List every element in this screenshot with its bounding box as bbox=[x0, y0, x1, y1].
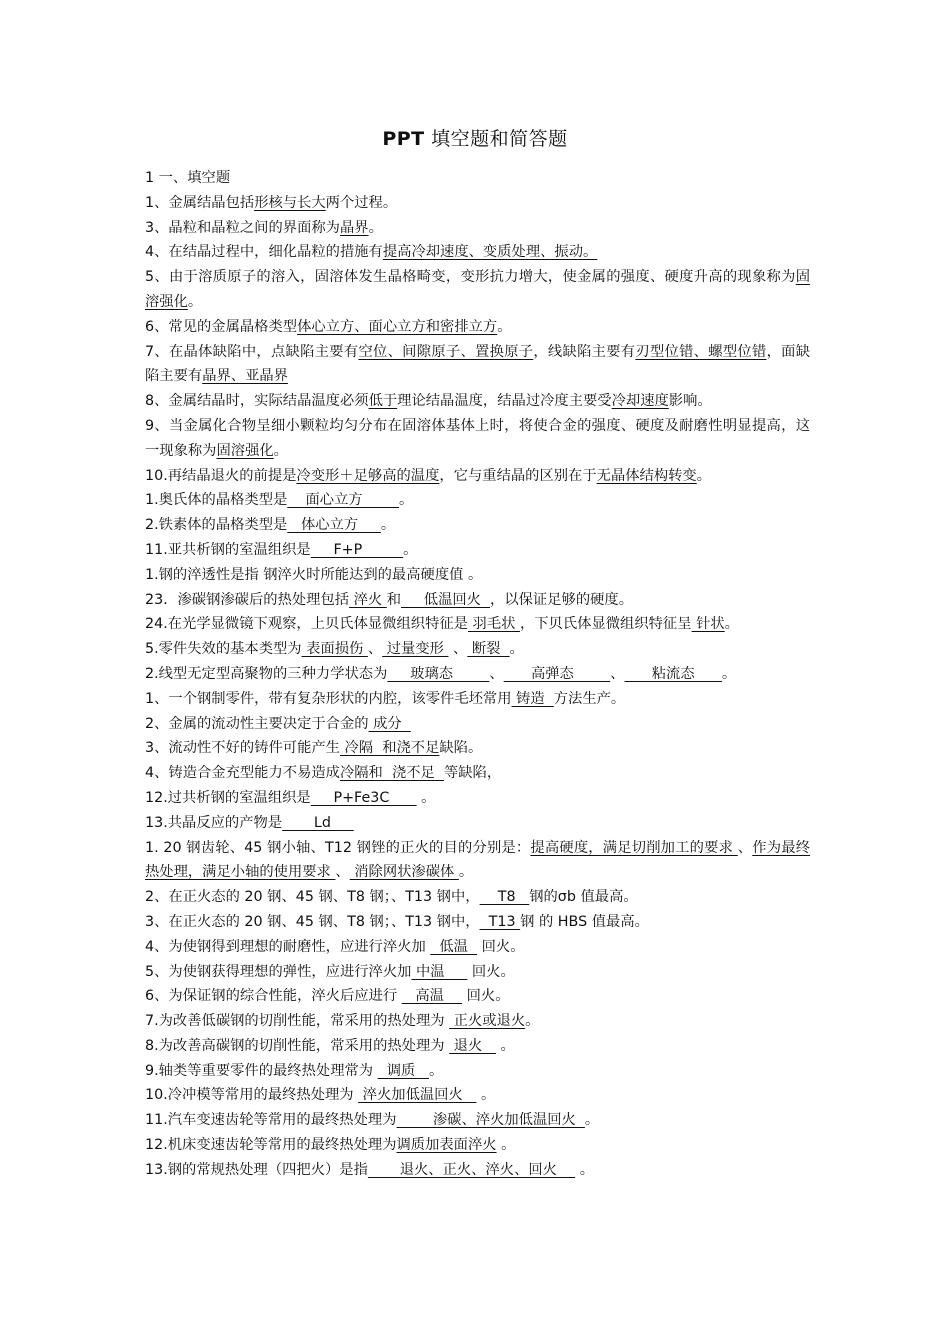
line-text: 10.再结晶退火的前提是 bbox=[145, 467, 297, 484]
text-line bbox=[145, 637, 810, 662]
line-text: 两个过程。 bbox=[325, 194, 398, 211]
answer-blank: 淬火 bbox=[349, 591, 387, 608]
answer-blank: 淬火加低温回火 bbox=[358, 1087, 477, 1104]
line-text: 方法生产。 bbox=[553, 690, 626, 707]
line-text: 。 bbox=[525, 1013, 540, 1030]
answer-blank: 作为最终热处理，满足小轴的使用要求 bbox=[145, 839, 811, 881]
line-text: 和 bbox=[386, 591, 402, 608]
line-text: 5、由于溶质原子的溶入，固溶体发生晶格畸变，变形抗力增大，使金属的强度、硬度升高的现象称为 bbox=[145, 269, 796, 286]
line-text: 1、一个钢制零件，带有复杂形状的内腔，该零件毛坯常用 bbox=[145, 690, 512, 707]
answer-blank: 面心立方 bbox=[287, 492, 400, 509]
answer-blank: 体心立方、面心立方和密排立方 bbox=[297, 318, 498, 335]
line-text: 3、晶粒和晶粒之间的界面称为 bbox=[145, 219, 340, 236]
text-line bbox=[145, 588, 810, 613]
line-text: 9、当金属化合物呈细小颗粒均匀分布在固溶体基体上时，将使合金的强度、硬度及耐磨性明显提高，这一现象称为 bbox=[145, 417, 810, 459]
line-text: 23．渗碳钢渗碳后的热处理包括 bbox=[145, 591, 350, 608]
answer-blank: 正火或退火 bbox=[449, 1013, 526, 1030]
line-text: 3、流动性不好的铸件可能产生 bbox=[145, 740, 340, 757]
text-line bbox=[145, 1034, 810, 1059]
document-body bbox=[145, 166, 810, 1183]
answer-blank: 冷隔 和浇不足 bbox=[339, 740, 440, 757]
answer-blank: 表面损伤 bbox=[301, 641, 368, 658]
answer-blank: Ld bbox=[282, 814, 354, 831]
page-title bbox=[0, 124, 950, 151]
line-text: 回火。 bbox=[467, 963, 515, 980]
text-line bbox=[145, 935, 810, 960]
answer-blank: 断裂 bbox=[467, 641, 510, 658]
line-text: 24.在光学显微镜下观察，上贝氏体显微组织特征是 bbox=[145, 616, 468, 633]
answer-blank: 消除网状渗碳体 bbox=[349, 864, 459, 881]
text-line bbox=[145, 488, 810, 513]
answer-blank: P+Fe3C bbox=[310, 789, 417, 806]
answer-blank: 羽毛状 bbox=[467, 616, 520, 633]
title-text: 填空题和简答题 bbox=[424, 128, 568, 150]
text-line bbox=[145, 340, 810, 390]
text-line bbox=[145, 315, 810, 340]
text-line bbox=[145, 761, 810, 786]
answer-blank: 冷却速度 bbox=[611, 393, 669, 410]
answer-blank: 空位、间隙原子、置换原子 bbox=[358, 343, 534, 360]
line-text: 2、金属的流动性主要决定于合金的 bbox=[145, 715, 369, 732]
line-text: 。 bbox=[575, 1161, 595, 1178]
line-text: 。 bbox=[696, 467, 712, 484]
answer-blank: 铸造 bbox=[511, 690, 554, 707]
title-bold: PPT bbox=[382, 128, 425, 150]
line-text: 4、铸造合金充型能力不易造成 bbox=[145, 765, 340, 782]
text-line bbox=[145, 612, 810, 637]
line-text: 4、为使钢得到理想的耐磨性，应进行淬火加 bbox=[145, 938, 431, 955]
text-line bbox=[145, 1108, 810, 1133]
line-text: 、 bbox=[448, 641, 468, 658]
line-text: 、 bbox=[367, 641, 383, 658]
answer-blank: 退火 bbox=[449, 1037, 496, 1054]
line-text: 、 bbox=[489, 665, 504, 682]
line-text: 。 bbox=[721, 665, 737, 682]
text-line bbox=[145, 836, 810, 886]
line-text: 钢的σb 值最高。 bbox=[529, 889, 638, 906]
line-text: 、 bbox=[335, 864, 350, 881]
line-text: ，它与重结晶的区别在于 bbox=[439, 467, 597, 484]
line-text: 。 bbox=[403, 541, 418, 558]
line-text: 6、常见的金属晶格类型 bbox=[145, 318, 298, 335]
answer-blank: 成分 bbox=[368, 715, 411, 732]
line-text: 12.机床变速齿轮等常用的最终热处理为 bbox=[145, 1137, 397, 1154]
answer-blank: 体心立方 bbox=[287, 517, 381, 534]
line-text: 5、为使钢获得理想的弹性，应进行淬火加 bbox=[145, 963, 412, 980]
answer-blank: 固溶强化 bbox=[216, 442, 274, 459]
text-line bbox=[145, 1083, 810, 1108]
line-text: 13.钢的常规热处理（四把火）是指 bbox=[145, 1161, 368, 1178]
answer-blank: 无晶体结构转变 bbox=[596, 467, 697, 484]
text-line bbox=[145, 960, 810, 985]
line-text: 。 bbox=[380, 517, 396, 534]
text-line bbox=[145, 1009, 810, 1034]
line-text: 1. 20 钢齿轮、45 钢小轴、T12 钢锉的正火的目的分别是： bbox=[145, 839, 531, 856]
line-text: 、 bbox=[610, 665, 625, 682]
line-text: 。 bbox=[495, 1037, 515, 1054]
answer-blank: 退火、正火、淬火、回火 bbox=[367, 1161, 576, 1178]
line-text: 8、金属结晶时，实际结晶温度必须 bbox=[145, 393, 369, 410]
line-text: 。 bbox=[497, 318, 512, 335]
line-text: 理论结晶温度，结晶过冷度主要受 bbox=[397, 393, 612, 410]
line-text: 回火。 bbox=[462, 988, 510, 1005]
answer-blank: 冷变形＋足够高的温度 bbox=[296, 467, 440, 484]
line-text: 7.为改善低碳钢的切削性能，常采用的热处理为 bbox=[145, 1013, 450, 1030]
line-text: 8.为改善高碳钢的切削性能，常采用的热处理为 bbox=[145, 1037, 450, 1054]
line-text: 3、在正火态的 20 钢、45 钢、T8 钢；、T13 钢中， bbox=[145, 913, 480, 930]
line-text: 。 bbox=[476, 1087, 496, 1104]
answer-blank: 过量变形 bbox=[382, 641, 449, 658]
line-text: 。 bbox=[584, 1112, 600, 1129]
line-text: 10.冷冲模等常用的最终热处理为 bbox=[145, 1087, 359, 1104]
line-text: 1 一、填空题 bbox=[145, 170, 231, 186]
line-text: 。 bbox=[399, 492, 414, 509]
line-text: 2、在正火态的 20 钢、45 钢、T8 钢；、T13 钢中， bbox=[145, 889, 480, 906]
answer-blank: 针状 bbox=[691, 616, 725, 633]
line-text: 影响。 bbox=[668, 393, 712, 410]
answer-blank: 晶界 bbox=[339, 219, 369, 236]
text-line bbox=[145, 662, 810, 687]
line-text: 。 bbox=[458, 864, 474, 881]
line-text: 。 bbox=[416, 789, 436, 806]
answer-blank: 调质 bbox=[377, 1062, 429, 1079]
line-text: ，以保证足够的硬度。 bbox=[490, 591, 634, 608]
text-line bbox=[145, 984, 810, 1009]
answer-blank: 低温 bbox=[430, 938, 478, 955]
text-line bbox=[145, 811, 810, 836]
line-text: ，下贝氏体显微组织特征呈 bbox=[519, 616, 692, 633]
line-text: 。 bbox=[428, 1062, 444, 1079]
line-text: 。 bbox=[496, 1137, 516, 1154]
answer-blank: 低温回火 bbox=[401, 591, 491, 608]
text-line bbox=[145, 265, 810, 315]
line-text: 回火。 bbox=[477, 938, 525, 955]
text-line bbox=[145, 464, 810, 489]
answer-blank: 提高硬度，满足切削加工的要求 bbox=[530, 839, 738, 856]
line-text: 。 bbox=[724, 616, 739, 633]
text-line bbox=[145, 786, 810, 811]
line-text: 13.共晶反应的产物是 bbox=[145, 814, 283, 831]
text-line bbox=[145, 1059, 810, 1084]
answer-blank: 提高冷却速度、变质处理、振动。 bbox=[382, 244, 598, 261]
text-line bbox=[145, 513, 810, 538]
line-text: 11.汽车变速齿轮等常用的最终热处理为 bbox=[145, 1112, 397, 1129]
answer-blank: T13 bbox=[479, 913, 521, 930]
text-line bbox=[145, 389, 810, 414]
text-line bbox=[145, 166, 810, 191]
answer-blank: F+P bbox=[310, 541, 404, 558]
text-line bbox=[145, 240, 810, 265]
line-text: 2.线型无定型高聚物的三种力学状态为 bbox=[145, 665, 388, 682]
line-text: 钢 的 HBS 值最高。 bbox=[520, 913, 649, 930]
line-text: 11.亚共析钢的室温组织是 bbox=[145, 541, 311, 558]
answer-blank: T8 bbox=[479, 889, 530, 906]
text-line bbox=[145, 1158, 810, 1183]
text-line bbox=[145, 687, 810, 712]
line-text: ，线缺陷主要有 bbox=[533, 343, 636, 360]
line-text: ，面缺陷主要有 bbox=[145, 343, 811, 385]
line-text: 6、为保证钢的综合性能，淬火后应进行 bbox=[145, 988, 402, 1005]
line-text: 9.轴类等重要零件的最终热处理常为 bbox=[145, 1062, 378, 1079]
line-text: 等缺陷， bbox=[443, 765, 502, 782]
text-line bbox=[145, 191, 810, 216]
answer-blank: 冷隔和 浇不足 bbox=[339, 765, 444, 782]
text-line bbox=[145, 1133, 810, 1158]
answer-blank: 玻璃态 bbox=[387, 665, 490, 682]
line-text: 。 bbox=[273, 442, 288, 459]
answer-blank: 粘流态 bbox=[624, 665, 722, 682]
text-line bbox=[145, 736, 810, 761]
line-text: 12.过共析钢的室温组织是 bbox=[145, 789, 311, 806]
text-line bbox=[145, 910, 810, 935]
line-text: 。 bbox=[368, 219, 383, 236]
line-text: 1.奥氏体的晶格类型是 bbox=[145, 492, 288, 509]
answer-blank: 高弹态 bbox=[503, 665, 611, 682]
answer-blank: 高温 bbox=[401, 988, 463, 1005]
line-text: 。 bbox=[187, 293, 203, 310]
line-text: 2.铁素体的晶格类型是 bbox=[145, 517, 288, 534]
answer-blank: 渗碳、淬火加低温回火 bbox=[396, 1112, 585, 1129]
line-text: 。 bbox=[509, 641, 524, 658]
answer-blank: 调质加表面淬火 bbox=[396, 1137, 497, 1154]
line-text: 1、金属结晶包括 bbox=[145, 194, 255, 211]
text-line bbox=[145, 712, 810, 737]
line-text: 、 bbox=[737, 839, 753, 856]
line-text: 5.零件失效的基本类型为 bbox=[145, 641, 302, 658]
text-line bbox=[145, 216, 810, 241]
line-text: 缺陷。 bbox=[439, 740, 483, 757]
text-line bbox=[145, 414, 810, 464]
answer-blank: 刃型位错、螺型位错 bbox=[635, 343, 767, 360]
answer-blank: 固溶强化 bbox=[145, 269, 810, 310]
answer-blank: 低于 bbox=[368, 393, 398, 410]
answer-blank: 形核与长大 bbox=[254, 194, 326, 211]
answer-blank: 中温 bbox=[411, 963, 468, 980]
text-line bbox=[145, 538, 810, 563]
line-text: 7、在晶体缺陷中，点缺陷主要有 bbox=[145, 343, 359, 360]
answer-blank: 晶界、亚晶界 bbox=[202, 368, 288, 385]
text-line bbox=[145, 885, 810, 910]
text-line bbox=[145, 563, 810, 588]
line-text: 1.钢的淬透性是指 钢淬火时所能达到的最高硬度值 。 bbox=[145, 566, 483, 583]
line-text: 4、在结晶过程中，细化晶粒的措施有 bbox=[145, 244, 383, 261]
